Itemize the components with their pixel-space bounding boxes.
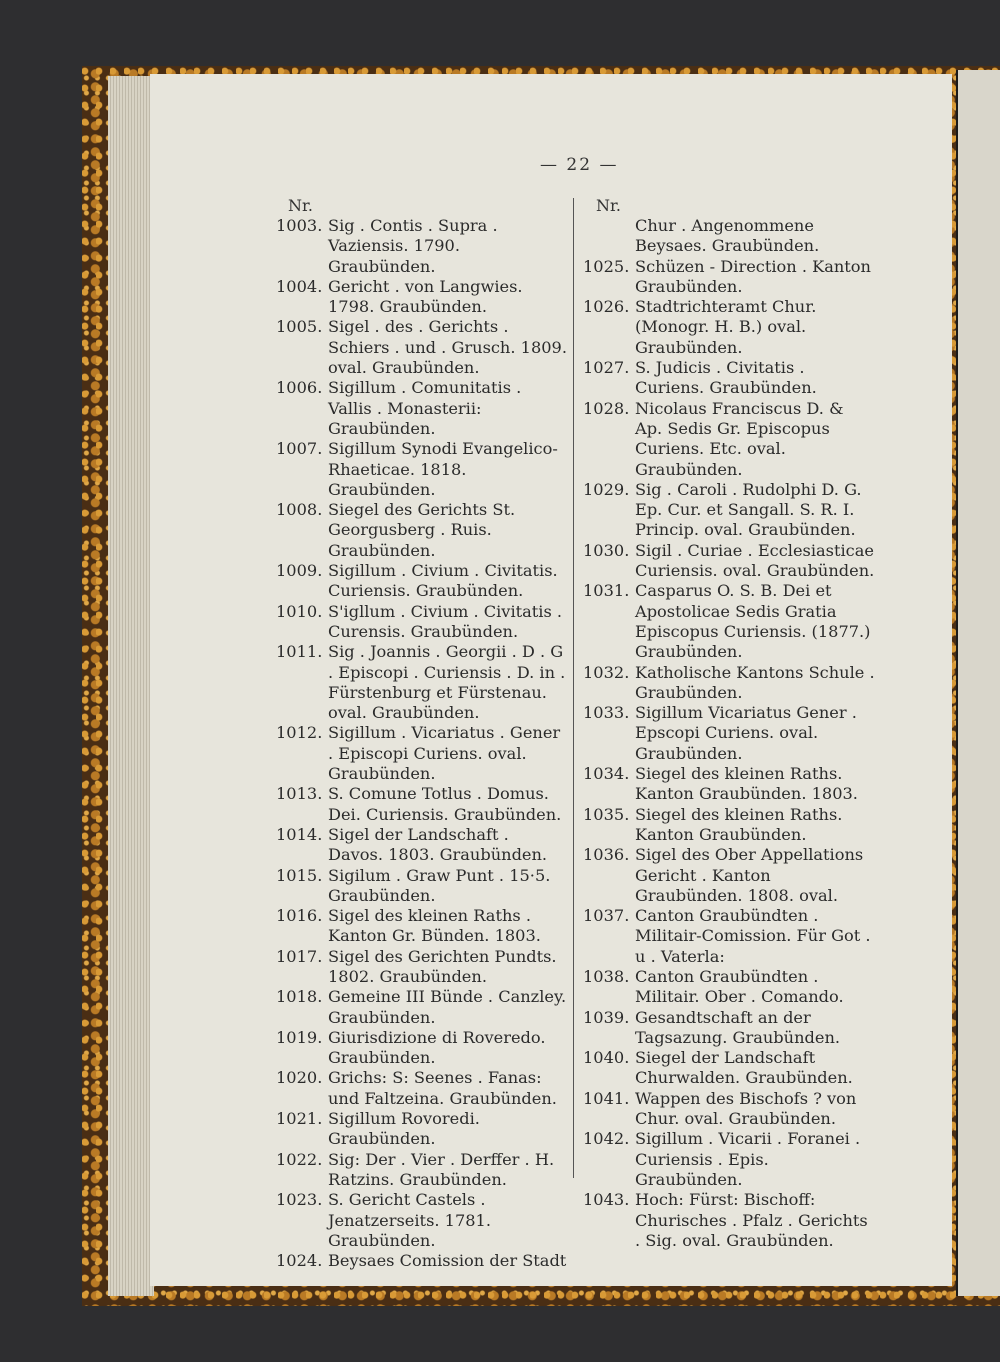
catalog-entry	[583, 845, 875, 906]
catalog-entry	[583, 1089, 875, 1130]
catalog-entry	[276, 1028, 568, 1069]
entry-description: Beysaes Comission der Stadt	[328, 1251, 567, 1271]
catalog-entry	[276, 602, 568, 643]
entry-description: Sigilum . Graw Punt . 15·5. Graubünden.	[328, 865, 551, 905]
entry-description: Siegel des kleinen Raths. Kanton Graubünden. 1803.	[635, 764, 858, 804]
catalog-entry	[276, 439, 568, 500]
entry-number: 1023.	[276, 1190, 323, 1210]
entry-description: Sigel des Gerichten Pundts. 1802. Graubünden.	[328, 946, 557, 986]
entry-description: Wappen des Bischofs ? von Chur. oval. Graubünden.	[635, 1088, 857, 1129]
entry-description: S'igllum . Civium . Civitatis . Curensis. Graubünden.	[328, 601, 563, 641]
entry-description: Sigillum . Comunitatis . Vallis . Monasterii: Graubünden.	[328, 378, 522, 438]
entry-number: 1012.	[276, 723, 323, 743]
entry-number: 1031.	[583, 581, 630, 601]
entry-number: 1040.	[583, 1048, 630, 1068]
entry-number: 1037.	[583, 906, 630, 926]
entry-number: 1041.	[583, 1088, 630, 1108]
entry-description: Sigel der Landschaft . Davos. 1803. Graubünden.	[328, 824, 548, 865]
catalog-entry	[276, 947, 568, 988]
entry-number: 1043.	[583, 1190, 630, 1210]
page-edges	[108, 76, 154, 1296]
entry-description: Giurisdizione di Roveredo. Graubünden.	[328, 1027, 546, 1068]
entry-description: Sigillum . Vicariatus . Gener . Episcopi Curiens. oval. Graubünden.	[328, 723, 561, 784]
entry-description: Nicolaus Franciscus D. & Ap. Sedis Gr. Episcopus Curiens. Etc. oval. Graubünden.	[635, 398, 844, 479]
catalog-entry	[583, 906, 875, 967]
catalog-entry	[583, 703, 875, 764]
entry-number: 1008.	[276, 500, 323, 520]
entry-description: Gericht . von Langwies. 1798. Graubünden.	[328, 276, 523, 317]
entry-number: 1042.	[583, 1129, 630, 1149]
catalog-entry	[583, 297, 875, 358]
entry-number: 1024.	[276, 1251, 323, 1271]
entry-number: 1013.	[276, 784, 323, 804]
entry-description: Schüzen - Direction . Kanton Graubünden.	[635, 256, 871, 296]
entry-description: Gesandtschaft an der Tagsazung. Graubünden.	[635, 1007, 841, 1047]
catalog-entry	[276, 642, 568, 723]
catalog-entry	[583, 1190, 875, 1251]
catalog-entry	[276, 825, 568, 866]
entry-number: 1015.	[276, 865, 323, 885]
catalog-entry	[276, 378, 568, 439]
entry-description: Casparus O. S. B. Dei et Apostolicae Sedis Gratia Episcopus Curiensis. (1877.) Graubünden.	[635, 581, 871, 662]
entry-description: Sig . Joannis . Georgii . D . G . Episcopi . Curiensis . D. in . Fürstenburg et Fürstenau. oval. Graubünden.	[328, 642, 566, 723]
left-entry-column	[276, 216, 568, 1271]
catalog-entry	[583, 967, 875, 1008]
column-divider	[573, 198, 574, 1178]
catalog-entry	[276, 317, 568, 378]
catalog-entry	[583, 1048, 875, 1089]
facing-page-edge	[956, 70, 1000, 1296]
entry-number: 1025.	[583, 256, 630, 276]
entry-description: Sigillum . Civium . Civitatis. Curiensis. Graubünden.	[328, 561, 558, 601]
entry-description: Gemeine III Bünde . Canzley. Graubünden.	[328, 987, 567, 1027]
entry-description: Siegel des Gerichts St. Georgusberg . Ruis. Graubünden.	[328, 500, 516, 560]
catalog-entry	[583, 216, 875, 257]
entry-number: 1030.	[583, 540, 630, 560]
entry-number: 1026.	[583, 297, 630, 317]
catalog-entry	[276, 1251, 568, 1271]
entry-description: Chur . Angenommene Beysaes. Graubünden.	[635, 216, 820, 256]
entry-number: 1035.	[583, 804, 630, 824]
entry-description: Sigel . des . Gerichts . Schiers . und . Grusch. 1809. oval. Graubünden.	[328, 317, 567, 378]
entry-description: S. Judicis . Civitatis . Curiens. Graubünden.	[635, 358, 817, 398]
entry-description: Siegel des kleinen Raths. Kanton Graubünden.	[635, 804, 843, 844]
entry-number: 1016.	[276, 906, 323, 926]
entry-description: Sigillum . Vicarii . Foranei . Curiensis . Epis. Graubünden.	[635, 1129, 861, 1189]
entry-number: 1018.	[276, 987, 323, 1007]
entry-number: 1006.	[276, 378, 323, 398]
entry-description: S. Comune Totlus . Domus. Dei. Curiensis. Graubünden.	[328, 784, 562, 824]
catalog-entry	[276, 987, 568, 1028]
entry-number: 1017.	[276, 946, 323, 966]
entry-description: Sigil . Curiae . Ecclesiasticae Curiensis. oval. Graubünden.	[635, 540, 875, 581]
entry-number: 1036.	[583, 845, 630, 865]
entry-description: S. Gericht Castels . Jenatzerseits. 1781. Graubünden.	[328, 1190, 492, 1250]
catalog-entry	[276, 1150, 568, 1191]
catalog-entry	[276, 723, 568, 784]
entry-description: Siegel der Landschaft Churwalden. Graubünden.	[635, 1048, 853, 1088]
catalog-entry	[583, 764, 875, 805]
entry-description: Sig . Contis . Supra . Vaziensis. 1790. Graubünden.	[328, 216, 498, 276]
catalog-entry	[583, 358, 875, 399]
catalog-entry	[276, 277, 568, 318]
catalog-entry	[276, 784, 568, 825]
entry-description: Sigillum Rovoredi. Graubünden.	[328, 1109, 480, 1149]
entry-number: 1028.	[583, 398, 630, 418]
entry-number: 1029.	[583, 479, 630, 499]
catalog-entry	[583, 541, 875, 582]
entry-description: Stadtrichteramt Chur. (Monogr. H. B.) oval. Graubünden.	[635, 297, 817, 357]
catalog-entry	[276, 1068, 568, 1109]
page-number: — 22 —	[540, 155, 619, 175]
entry-number: 1032.	[583, 662, 630, 682]
entry-description: Sig . Caroli . Rudolphi D. G. Ep. Cur. et Sangall. S. R. I. Princip. oval. Graubünden.	[635, 479, 862, 540]
entry-number: 1004.	[276, 276, 323, 296]
entry-description: Canton Graubündten . Militair. Ober . Comando.	[635, 966, 844, 1007]
entry-number: 1022.	[276, 1149, 323, 1169]
catalog-entry	[583, 399, 875, 480]
entry-description: Hoch: Fürst: Bischoff: Churisches . Pfalz . Gerichts . Sig. oval. Graubünden.	[635, 1190, 868, 1250]
catalog-entry	[583, 663, 875, 704]
catalog-entry	[276, 1190, 568, 1251]
catalog-entry	[276, 1109, 568, 1150]
catalog-entry	[276, 216, 568, 277]
entry-description: Canton Graubündten . Militair-Comission. Für Got . u . Vaterla:	[635, 906, 871, 966]
catalog-entry	[583, 805, 875, 846]
entry-description: Sigillum Synodi Evangelico-Rhaeticae. 1818. Graubünden.	[328, 439, 558, 499]
entry-number: 1034.	[583, 764, 630, 784]
entry-number: 1021.	[276, 1109, 323, 1129]
entry-number: 1009.	[276, 561, 323, 581]
entry-number: 1014.	[276, 824, 323, 844]
entry-number: 1010.	[276, 601, 323, 621]
catalog-entry	[583, 1129, 875, 1190]
entry-description: Sigel des kleinen Raths . Kanton Gr. Bünden. 1803.	[328, 906, 541, 946]
entry-number: 1038.	[583, 966, 630, 986]
entry-description: Sigillum Vicariatus Gener . Epscopi Curiens. oval. Graubünden.	[635, 703, 857, 763]
right-entry-column	[583, 216, 875, 1251]
entry-number: 1005.	[276, 317, 323, 337]
left-column-nr-header: Nr.	[288, 196, 313, 215]
entry-description: Grichs: S: Seenes . Fanas: und Faltzeina. Graubünden.	[328, 1068, 557, 1108]
entry-number	[583, 216, 635, 257]
catalog-entry	[583, 480, 875, 541]
entry-number: 1033.	[583, 703, 630, 723]
catalog-entry	[583, 257, 875, 298]
entry-number: 1011.	[276, 642, 323, 662]
catalog-entry	[276, 866, 568, 907]
entry-number: 1019.	[276, 1027, 323, 1047]
catalog-entry	[583, 1008, 875, 1049]
entry-number: 1003.	[276, 216, 323, 235]
entry-description: Sigel des Ober Appellations Gericht . Kanton Graubünden. 1808. oval.	[635, 845, 864, 905]
catalog-entry	[276, 561, 568, 602]
right-column-nr-header: Nr.	[596, 196, 621, 215]
catalog-entry	[276, 906, 568, 947]
entry-number: 1007.	[276, 439, 323, 459]
entry-description: Katholische Kantons Schule . Graubünden.	[635, 662, 875, 702]
catalog-entry	[583, 581, 875, 662]
entry-number: 1039.	[583, 1007, 630, 1027]
entry-number: 1020.	[276, 1068, 323, 1088]
entry-number: 1027.	[583, 358, 630, 378]
entry-description: Sig: Der . Vier . Derffer . H. Ratzins. Graubünden.	[328, 1149, 555, 1189]
catalog-entry	[276, 500, 568, 561]
